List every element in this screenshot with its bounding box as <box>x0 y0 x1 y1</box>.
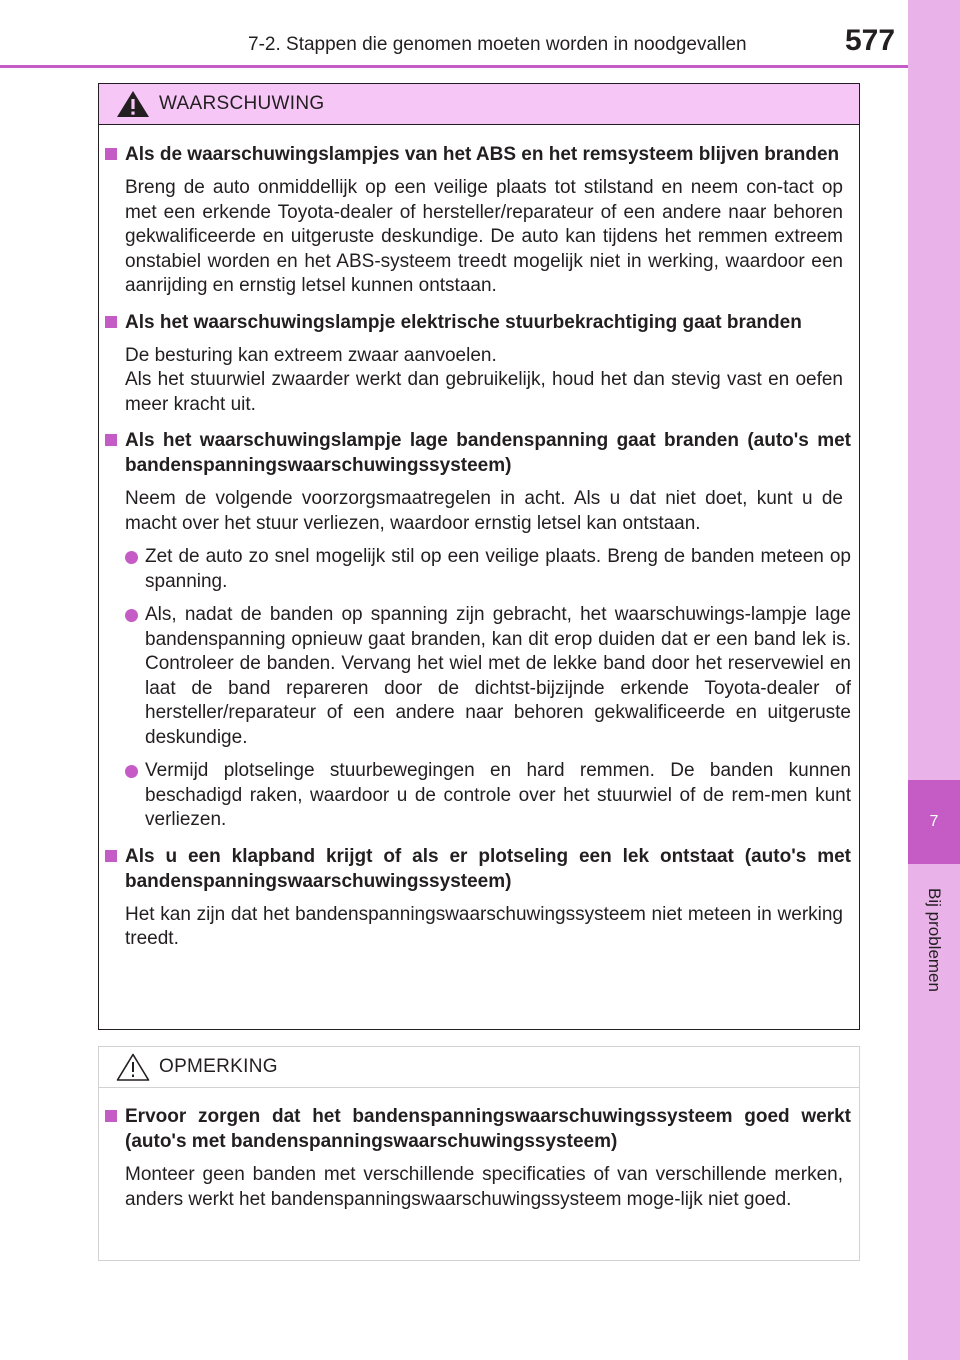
section-title: Als het waarschuwingslampje elektrische stuurbekrachtiging gaat branden <box>99 310 859 335</box>
section-header-title: 7-2. Stappen die genomen moeten worden in noodgevallen <box>248 34 747 55</box>
section-text: Monteer geen banden met verschillende specificaties of van verschillende merken, anders werkt het bandenspanningswaarschuwingssysteem moge-lijk niet goed. <box>125 1164 843 1210</box>
chapter-number: 7 <box>908 780 960 864</box>
warning-box-header <box>99 84 859 125</box>
warning-triangle-icon <box>115 89 151 119</box>
section-text: Neem de volgende voorzorgsmaatregelen in acht. Als u dat niet doet, kunt u de macht over het stuur verliezen, waardoor ernstig letsel kan ontstaan. <box>125 488 843 534</box>
list-item: Zet de auto zo snel mogelijk stil op een veilige plaats. Breng de banden meteen op spanning. <box>99 545 859 594</box>
chapter-label: Bij problemen <box>925 888 944 992</box>
warning-box <box>98 83 860 1030</box>
round-bullet-icon <box>125 765 138 778</box>
warning-label: WAARSCHUWING <box>159 93 325 114</box>
page-number: 577 <box>845 24 896 57</box>
note-box <box>98 1046 860 1261</box>
round-bullet-icon <box>125 551 138 564</box>
square-bullet-icon <box>105 434 117 446</box>
note-box-header <box>99 1047 859 1088</box>
section-text: Breng de auto onmiddellijk op een veilige plaats tot stilstand en neem con-tact op met een erkende Toyota-dealer of hersteller/reparateur of een andere naar behoren gekwalificeerde en uitgeruste deskundige. De auto kan tijdens het remmen extreem onstabiel worden en het ABS-systeem treedt mogelijk niet in werking, waardoor een aanrijding en ernstig letsel kunnen ontstaan. <box>125 177 843 296</box>
chapter-side-tab <box>908 0 960 1360</box>
warning-content <box>99 142 859 952</box>
section-title: Ervoor zorgen dat het bandenspanningswaarschuwingssysteem goed werkt (auto's met bandenspanningswaarschuwingssysteem) <box>99 1104 859 1154</box>
list-item: Als, nadat de banden op spanning zijn gebracht, het waarschuwings-lampje lage bandenspanning opnieuw gaat branden, kan dit erop duiden dat er een band lek is. Controleer de banden. Vervang het wiel met de lekke band door het reservewiel en laat de band repareren door de dichtst-bijzijnde erkende Toyota-dealer of hersteller/reparateur of een andere naar behoren gekwalificeerde en uitgeruste deskundige. <box>99 603 859 750</box>
square-bullet-icon <box>105 316 117 328</box>
note-label: OPMERKING <box>159 1056 278 1077</box>
section-text: Het kan zijn dat het bandenspanningswaarschuwingssysteem niet meteen in werking treedt. <box>125 903 843 949</box>
section-title: Als de waarschuwingslampjes van het ABS en het remsysteem blijven branden <box>99 142 859 167</box>
list-item: Vermijd plotselinge stuurbewegingen en hard remmen. De banden kunnen beschadigd raken, waardoor u de controle over het stuurwiel of de rem-men kunt verliezen. <box>99 759 859 833</box>
section-title: Als u een klapband krijgt of als er plotseling een lek ontstaat (auto's met bandenspanningswaarschuwingssysteem) <box>99 844 859 894</box>
round-bullet-icon <box>125 609 138 622</box>
caution-triangle-icon <box>115 1052 151 1082</box>
note-content <box>99 1104 859 1212</box>
square-bullet-icon <box>105 148 117 160</box>
header-rule <box>0 65 908 68</box>
section-text: De besturing kan extreem zwaar aanvoelen. Als het stuurwiel zwaarder werkt dan gebruikelijk, houd het dan stevig vast en oefen meer kracht uit. <box>125 344 843 415</box>
square-bullet-icon <box>105 850 117 862</box>
square-bullet-icon <box>105 1110 117 1122</box>
section-title: Als het waarschuwingslampje lage bandenspanning gaat branden (auto's met bandenspanningswaarschuwingssysteem) <box>99 428 859 478</box>
